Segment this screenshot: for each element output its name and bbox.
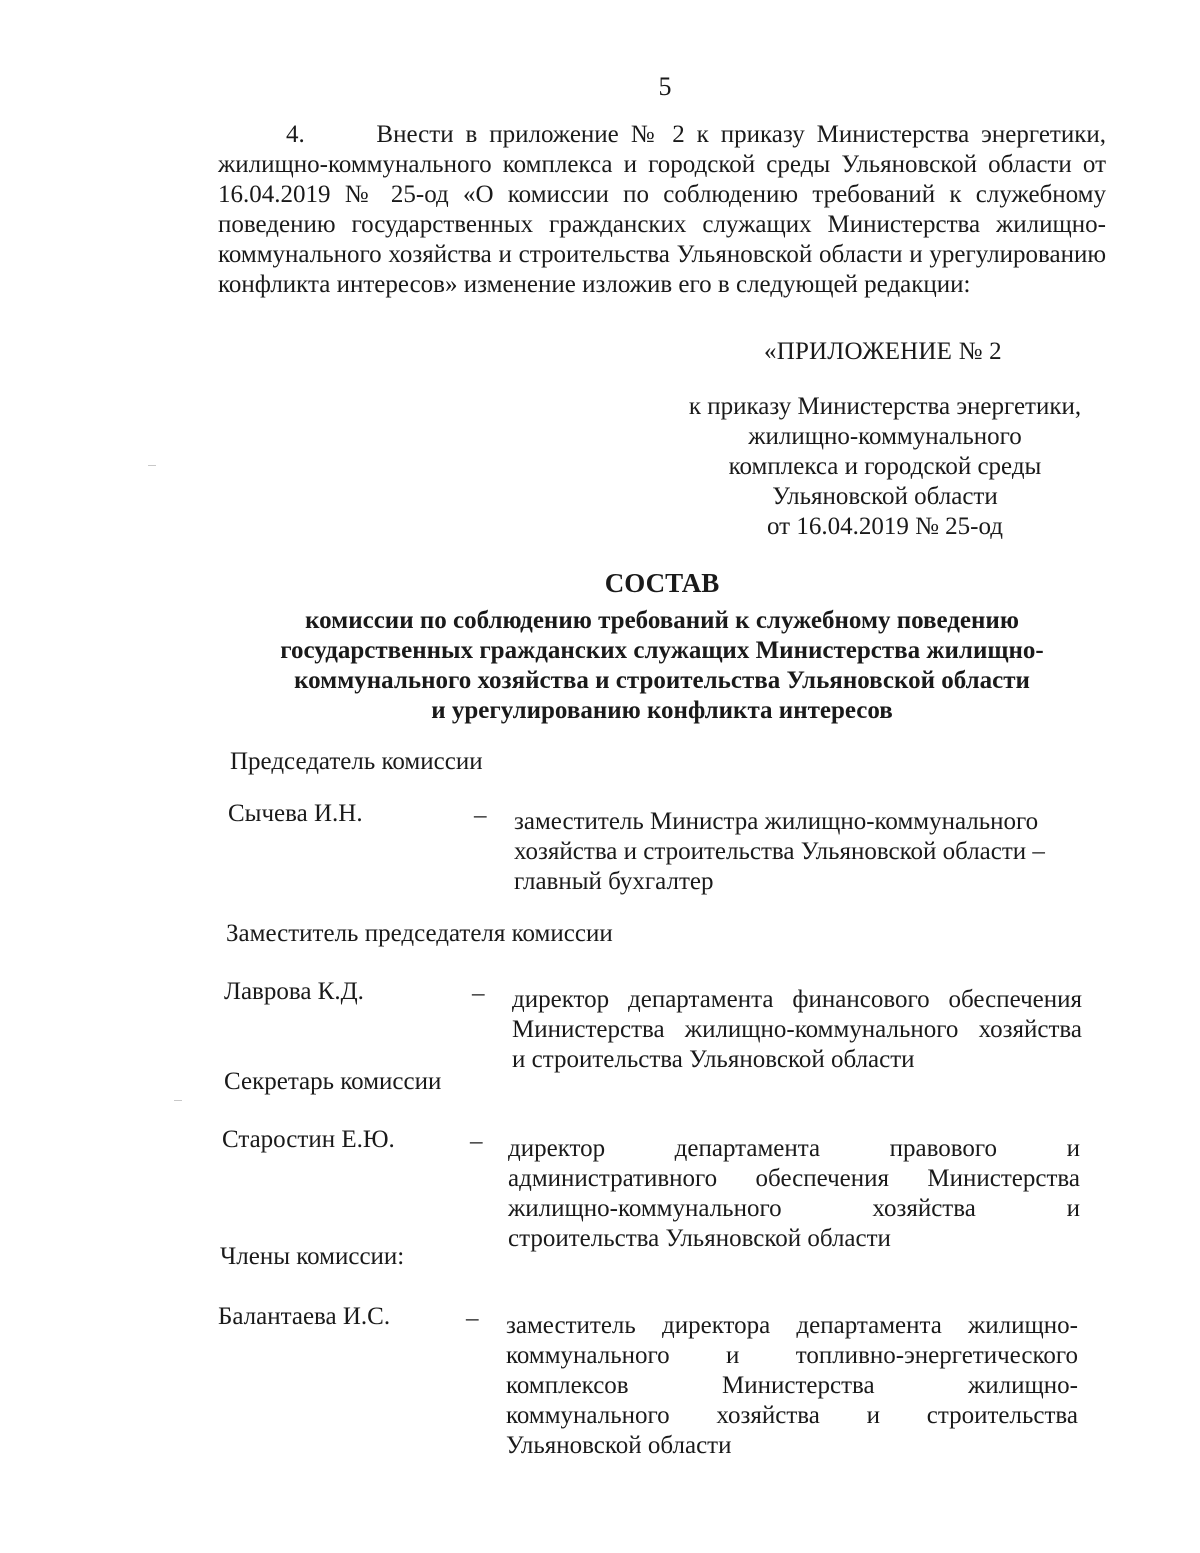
- member-name: Балантаева И.С.: [218, 1303, 391, 1330]
- member-desc-line: директор департамента правового и: [508, 1135, 1080, 1162]
- member-desc-line: Ульяновской области: [506, 1432, 732, 1459]
- intro-paragraph: 4. Внести в приложение № 2 к приказу Министерства энергетики, жилищно-коммунального комплекса и городской среды Ульяновской области от 16.04.2019 № 25-од «О комиссии по соблюдению требований к служебному поведению государственных гражданских служащих Министерства жилищно-коммунального хозяйства и строительства Ульяновской области и урегулированию конфликта интересов» изменение изложив его в следующей редакции:: [218, 121, 1106, 298]
- member-dash: –: [474, 802, 487, 829]
- scan-mark: [148, 465, 156, 466]
- composition-title: СОСТАВ: [604, 568, 720, 598]
- composition-subtitle: [218, 606, 1106, 726]
- member-desc-line: заместитель директора департамента жилищно-: [506, 1312, 1078, 1339]
- member-desc-line: коммунального и топливно-энергетического: [506, 1342, 1078, 1369]
- member-dash: –: [470, 1128, 483, 1155]
- member-desc-line: заместитель Министра жилищно-коммунального: [514, 808, 1039, 835]
- secretary-label: Секретарь комиссии: [224, 1068, 442, 1095]
- member-desc-line: комплексов Министерства жилищно-: [506, 1372, 1078, 1399]
- member-name: Старостин Е.Ю.: [222, 1126, 395, 1153]
- appendix-heading: «ПРИЛОЖЕНИЕ № 2: [764, 338, 1002, 365]
- subtitle-line: и урегулированию конфликта интересов: [431, 697, 893, 724]
- member-desc-line: Министерства жилищно-коммунального хозяйства: [512, 1016, 1082, 1043]
- member-dash: –: [472, 980, 485, 1007]
- appendix-ref-line: от 16.04.2019 № 25-од: [766, 513, 1004, 540]
- member-description: [514, 807, 1074, 897]
- member-description: [506, 1311, 1078, 1461]
- member-desc-line: жилищно-коммунального хозяйства и: [508, 1195, 1080, 1222]
- members-label: Члены комиссии:: [220, 1243, 405, 1270]
- subtitle-line: комиссии по соблюдению требований к служебному поведению: [305, 607, 1019, 634]
- member-desc-line: и строительства Ульяновской области: [512, 1046, 915, 1073]
- member-name: Лаврова К.Д.: [224, 978, 364, 1005]
- appendix-ref-line: к приказу Министерства энергетики,: [688, 393, 1082, 420]
- member-desc-line: коммунального хозяйства и строительства: [506, 1402, 1078, 1429]
- member-desc-line: строительства Ульяновской области: [508, 1225, 891, 1252]
- appendix-ref-line: жилищно-коммунального: [748, 423, 1022, 450]
- appendix-reference: [670, 392, 1100, 542]
- subtitle-line: государственных гражданских служащих Министерства жилищно-: [280, 637, 1044, 664]
- member-name: Сычева И.Н.: [228, 800, 363, 827]
- deputy-label: Заместитель председателя комиссии: [226, 920, 613, 947]
- page-number: 5: [658, 72, 672, 101]
- member-desc-line: хозяйства и строительства Ульяновской области –: [514, 838, 1045, 865]
- member-desc-line: административного обеспечения Министерства: [508, 1165, 1080, 1192]
- member-description: [508, 1134, 1080, 1254]
- member-description: [512, 985, 1082, 1075]
- scan-mark: [174, 1100, 182, 1101]
- subtitle-line: коммунального хозяйства и строительства Ульяновской области: [294, 667, 1030, 694]
- member-dash: –: [466, 1305, 479, 1332]
- appendix-ref-line: Ульяновской области: [772, 483, 998, 510]
- appendix-ref-line: комплекса и городской среды: [728, 453, 1042, 480]
- member-desc-line: директор департамента финансового обеспечения: [512, 986, 1082, 1013]
- chair-label: Председатель комиссии: [230, 748, 483, 775]
- member-desc-line: главный бухгалтер: [514, 868, 714, 895]
